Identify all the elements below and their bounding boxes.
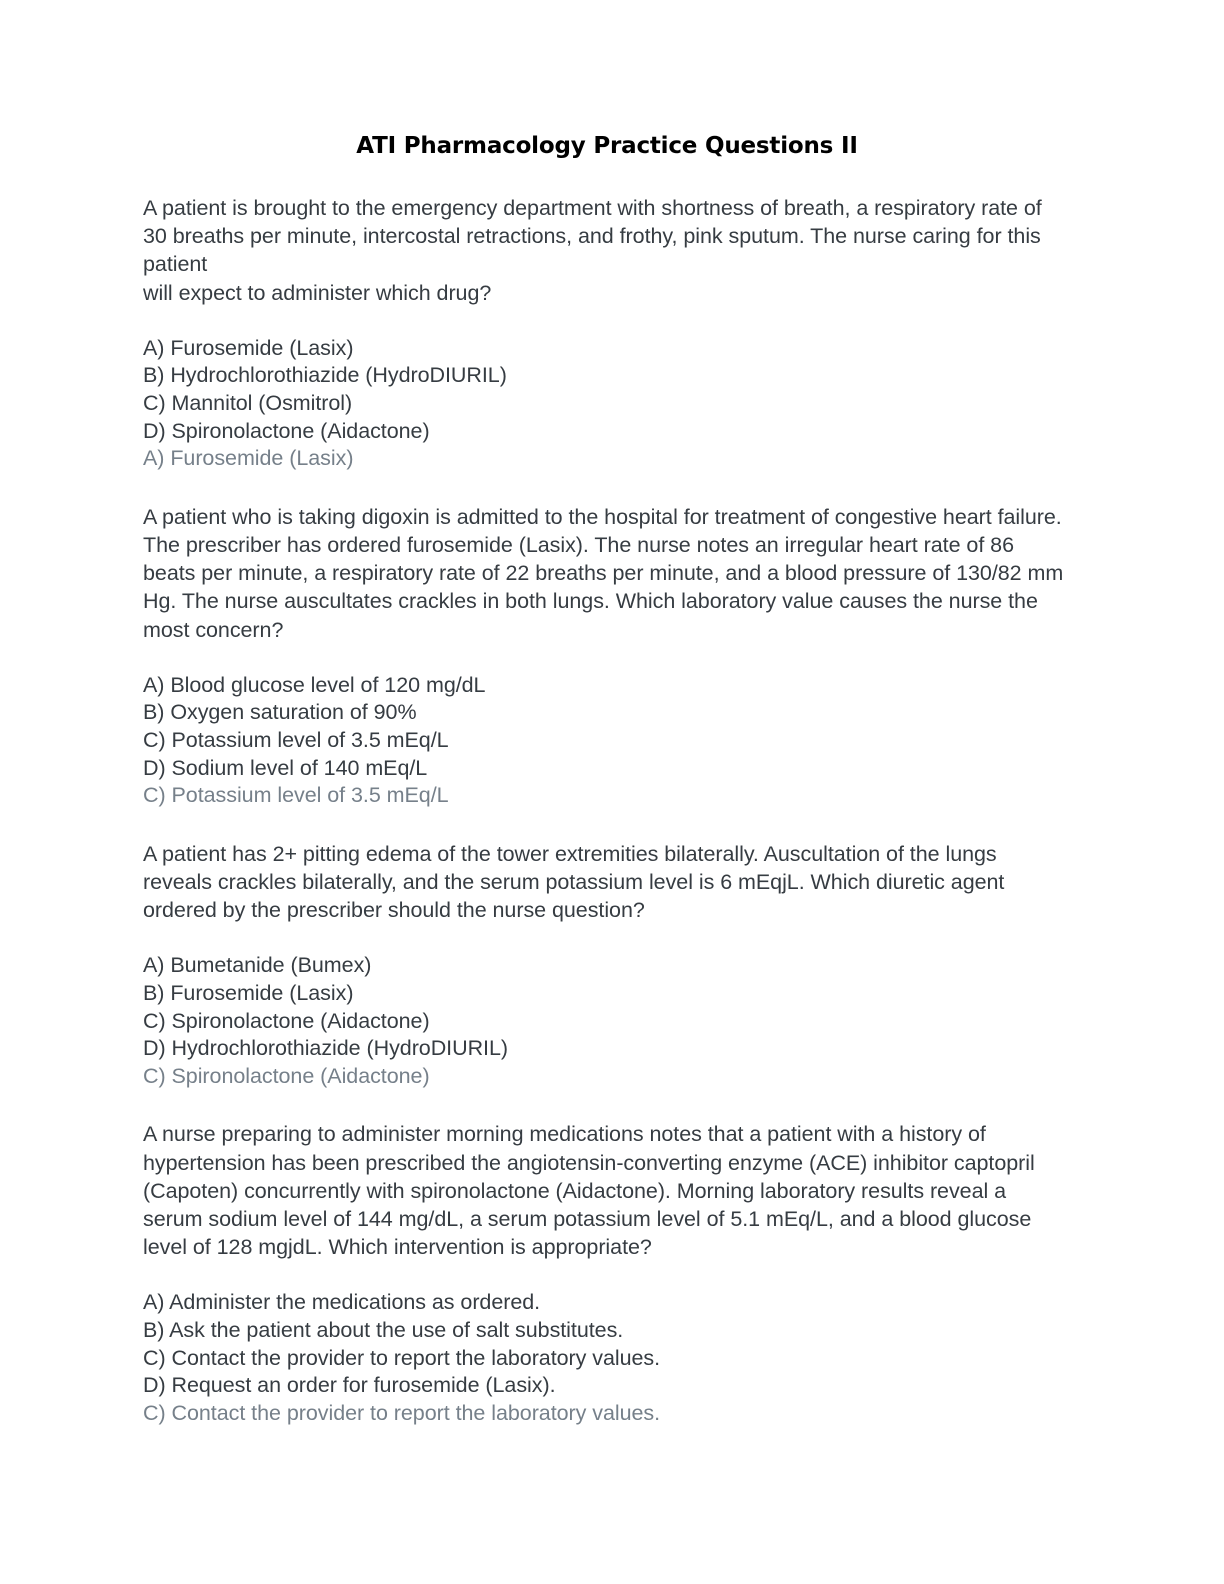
question-stem: A patient has 2+ pitting edema of the tower extremities bilaterally. Auscultation of the lungs reveals crackles bilaterally, and the serum potassium level is 6 mEqjL. Which diuretic agent ordered by the prescriber should the nurse question? — [143, 841, 1005, 923]
question-block — [143, 1120, 1071, 1427]
answer-option[interactable]: B) Ask the patient about the use of salt substitutes. — [143, 1317, 624, 1342]
question-block — [143, 194, 1071, 473]
correct-answer-line: C) Contact the provider to report the laboratory values. — [143, 1400, 661, 1425]
answer-option[interactable]: C) Mannitol (Osmitrol) — [143, 391, 353, 415]
questions-container — [143, 194, 1071, 1427]
answer-option[interactable]: D) Sodium level of 140 mEq/L — [143, 755, 428, 780]
correct-answer-line: C) Potassium level of 3.5 mEq/L — [143, 783, 449, 808]
answer-option[interactable]: B) Furosemide (Lasix) — [143, 980, 354, 1005]
answer-option[interactable]: D) Spironolactone (Aidactone) — [143, 418, 430, 443]
question-stem: A patient is brought to the emergency department with shortness of breath, a respiratory rate of 30 breaths per minute, intercostal retractions, and frothy, pink sputum. The nurse caring for this patient will expect to administer which drug? — [143, 196, 1042, 305]
question-block — [143, 840, 1071, 1091]
answer-option[interactable]: A) Bumetanide (Bumex) — [143, 953, 372, 978]
question-stem: A nurse preparing to administer morning medications notes that a patient with a history of hypertension has been prescribed the angiotensin-converting enzyme (ACE) inhibitor captopril (Capoten) concurrently with spironolactone (Aidactone). Morning laboratory results reveal a serum sodium level of 144 mg/dL, a serum potassium level of 5.1 mEq/L, and a blood glucose level of 128 mgjdL. Which intervention is appropriate? — [143, 1122, 1035, 1260]
answer-options-list — [143, 952, 1071, 1090]
page-title: ATI Pharmacology Practice Questions II — [356, 133, 858, 159]
correct-answer-line: C) Spironolactone (Aidactone) — [143, 1063, 430, 1088]
answer-option[interactable]: C) Contact the provider to report the laboratory values. — [143, 1345, 661, 1370]
question-block — [143, 503, 1071, 810]
answer-option[interactable]: C) Spironolactone (Aidactone) — [143, 1008, 430, 1033]
question-stem: A patient who is taking digoxin is admitted to the hospital for treatment of congestive heart failure. The prescriber has ordered furosemide (Lasix). The nurse notes an irregular heart rate of 86 beats per minute, a respiratory rate of 22 breaths per minute, and a blood pressure of 130/82 mm Hg. The nurse auscultates crackles in both lungs. Which laboratory value causes the nurse the most concern? — [143, 504, 1064, 642]
answer-option[interactable]: A) Blood glucose level of 120 mg/dL — [143, 672, 486, 697]
answer-options-list — [143, 672, 1071, 810]
answer-option[interactable]: B) Hydrochlorothiazide (HydroDIURIL) — [143, 363, 507, 388]
answer-option[interactable]: C) Potassium level of 3.5 mEq/L — [143, 727, 449, 752]
correct-answer-line: A) Furosemide (Lasix) — [143, 446, 354, 471]
answer-options-list — [143, 1289, 1071, 1427]
answer-option[interactable]: A) Furosemide (Lasix) — [143, 335, 354, 360]
answer-option[interactable]: D) Hydrochlorothiazide (HydroDIURIL) — [143, 1036, 509, 1061]
answer-option[interactable]: B) Oxygen saturation of 90% — [143, 700, 417, 725]
answer-options-list — [143, 335, 1071, 473]
answer-option[interactable]: A) Administer the medications as ordered. — [143, 1290, 541, 1315]
answer-option[interactable]: D) Request an order for furosemide (Lasix). — [143, 1373, 556, 1398]
